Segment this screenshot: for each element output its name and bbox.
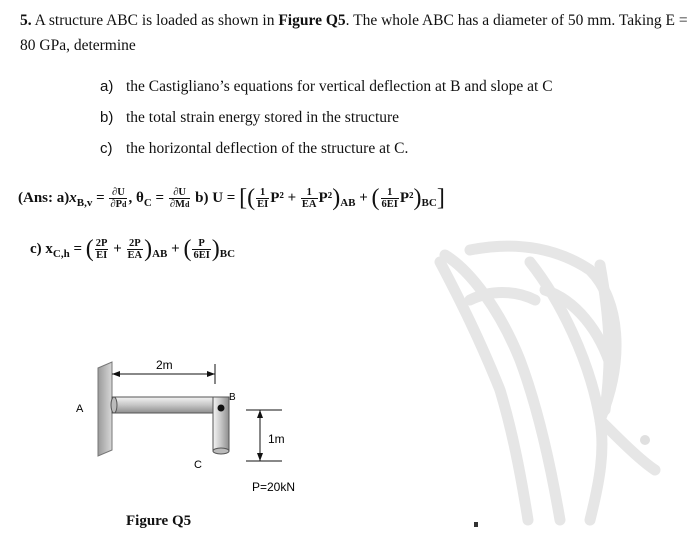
label-b: B xyxy=(229,392,236,403)
theta-subscript: C xyxy=(143,196,152,209)
subscript-bc: BC xyxy=(421,196,437,209)
fraction-1-ei: $\frac{1}{EI}$ xyxy=(257,187,269,210)
question-text-before: A structure ABC is loaded as shown in xyxy=(31,12,279,29)
equals-sign: = xyxy=(96,189,105,206)
part-label: a) xyxy=(100,78,114,95)
plus-sign: + xyxy=(359,189,368,206)
theta-symbol: , θ xyxy=(128,189,144,206)
denominator: ∂Md xyxy=(169,199,190,210)
part-text: the total strain energy stored in the structure xyxy=(126,109,400,126)
xch-subscript: C,h xyxy=(52,247,70,260)
paren-close: ) xyxy=(144,236,153,262)
p-squared: P² xyxy=(270,189,284,206)
part-text: the Castigliano’s equations for vertical deflection at B and slope at C xyxy=(126,78,553,95)
dimension-label-bc: 1m xyxy=(268,432,285,446)
figure-reference: Figure Q5 xyxy=(278,12,346,29)
question-text-after: . The whole ABC has a diameter of 50 mm. Taking E = 80 GPa, determine xyxy=(20,12,688,54)
answer-prefix: (Ans: a) xyxy=(18,189,70,206)
plus-sign: + xyxy=(171,240,180,257)
xbv-subscript: B,v xyxy=(76,196,93,209)
denominator: ∂Pd xyxy=(110,199,127,210)
fraction-1-ea: $\frac{1}{EA}$ xyxy=(301,187,317,210)
plus-sign: + xyxy=(113,240,122,257)
p-squared: P² xyxy=(399,189,414,206)
figure-caption: Figure Q5 xyxy=(126,513,192,529)
paren-open: ( xyxy=(85,236,94,262)
subscript-ab: AB xyxy=(152,247,168,260)
load-label: P=20kN xyxy=(252,480,296,494)
scribble-stroke xyxy=(600,420,655,470)
label-a: A xyxy=(76,403,84,415)
part-text: the horizontal deflection of the structure at C. xyxy=(126,140,409,157)
paren-close: ) xyxy=(413,185,422,211)
p-squared: P² xyxy=(318,189,333,206)
paren-open: ( xyxy=(371,185,380,211)
subscript-bc: BC xyxy=(219,247,236,260)
part-b-expression: b) U = xyxy=(195,189,236,206)
subscript-ab: AB xyxy=(340,196,356,209)
equals-sign: = xyxy=(155,189,165,206)
bracket-open: [( xyxy=(239,185,256,211)
numerator: ∂U xyxy=(109,187,127,199)
plus-sign: + xyxy=(287,189,297,206)
part-label: c) xyxy=(100,140,113,157)
paren-close: ) xyxy=(332,185,341,211)
paren-close: ) xyxy=(211,236,220,262)
fraction-p-6ei: $\frac{P}{6EI}$ xyxy=(193,238,210,261)
part-label: b) xyxy=(100,109,114,126)
scribble-mark xyxy=(474,522,478,527)
scribble-stroke xyxy=(470,293,535,301)
equals-sign: = xyxy=(73,240,83,257)
question-number: 5. xyxy=(20,12,32,29)
fraction-2p-ea: $\frac{2P}{EA}$ xyxy=(127,238,143,261)
bracket-close: ] xyxy=(436,185,445,211)
xbv-symbol: x xyxy=(69,189,77,206)
label-c: C xyxy=(194,459,202,471)
paren-open: ( xyxy=(183,236,192,262)
dimension-label-ab: 2m xyxy=(156,358,173,372)
fraction-1-6ei: $\frac{1}{6EI}$ xyxy=(381,187,398,210)
answer-c-prefix: c) x xyxy=(30,240,53,257)
fraction-2p-ei: $\frac{2P}{EI}$ xyxy=(95,238,108,261)
numerator: ∂U xyxy=(169,187,191,199)
scribble-dot xyxy=(640,435,650,445)
